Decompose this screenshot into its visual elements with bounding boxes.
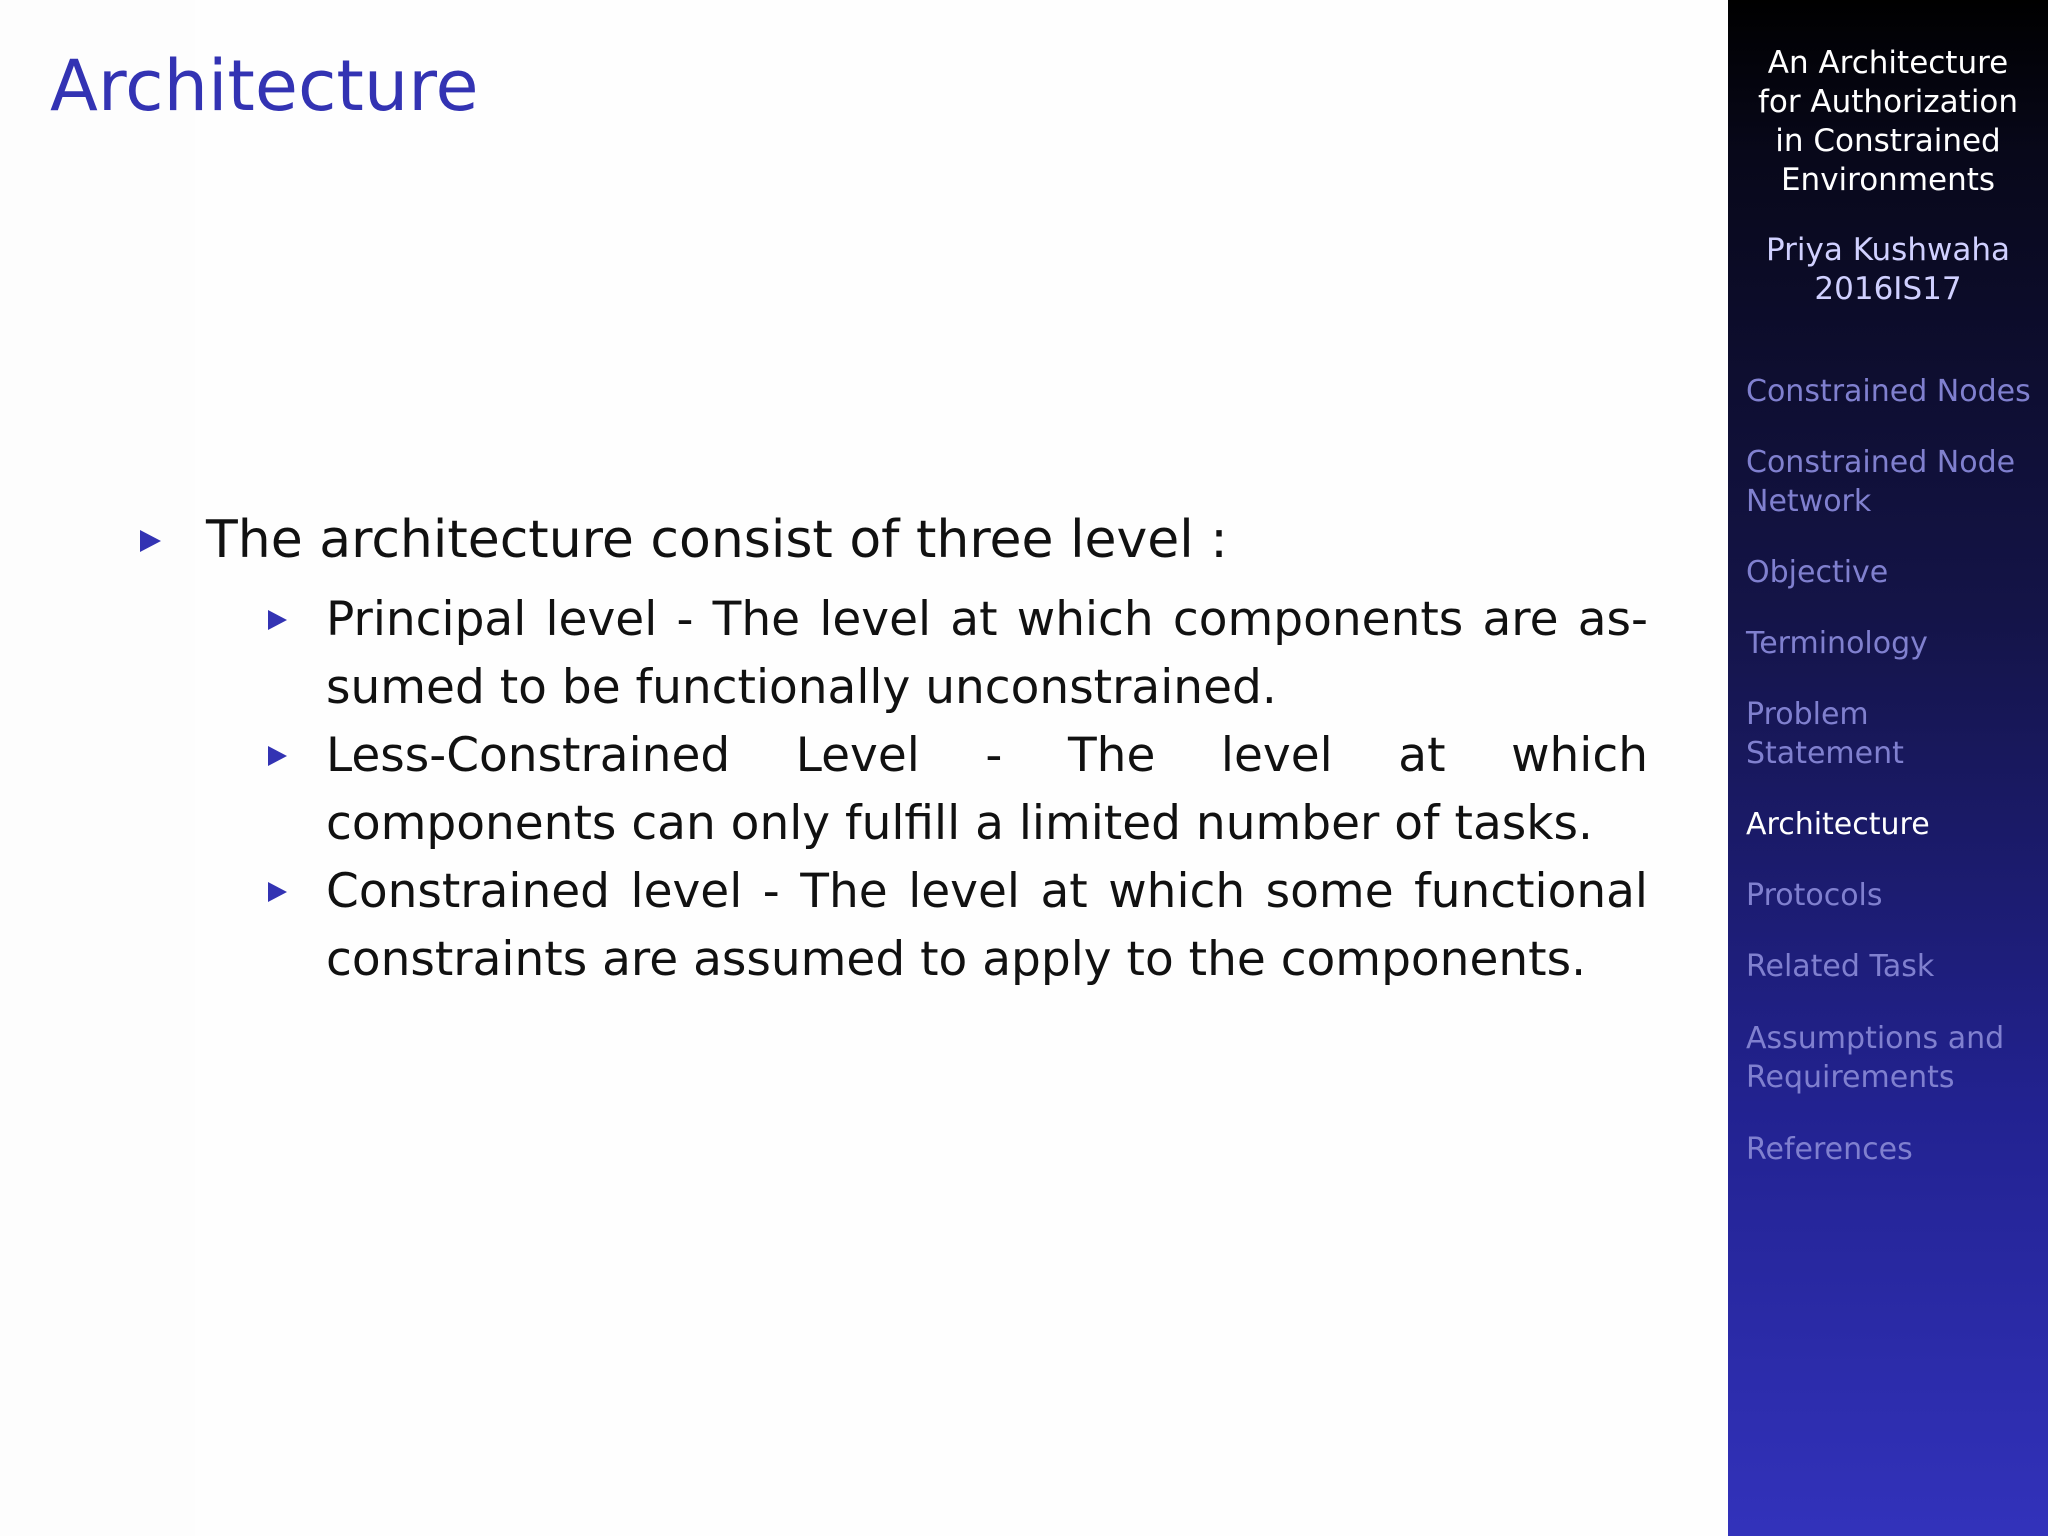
sidebar-item-protocols[interactable] [1746,876,2046,915]
sidebar-item-related-task[interactable] [1746,947,2046,986]
sub-bullet-text: Principal level - The level at which components are assumed to be functionally unconstrained. [326,592,1648,715]
sidebar-item-label: Requirements [1746,1060,1955,1095]
bullet-item-text: The architecture consist of three level : [206,510,1228,570]
sidebar-title-line: in Constrained [1775,123,2001,159]
triangle-bullet-icon [140,530,161,552]
triangle-bullet-icon [268,610,287,630]
sidebar-item-label: Assumptions and [1746,1021,2005,1056]
sidebar-title-line: for Authorization [1757,84,2019,120]
sidebar-item-architecture[interactable] [1746,805,2046,844]
sidebar-author-name: Priya Kushwaha [1766,232,2010,268]
sidebar-item-label: Architecture [1746,807,1930,842]
sidebar-presentation-title [1738,44,2038,200]
sidebar-item-label: Objective [1746,555,1889,590]
sidebar-item-label: References [1746,1132,1913,1167]
sidebar-item-label: Problem [1746,697,1869,732]
sidebar-title-line: An Architecture [1767,45,2009,81]
sidebar-title-line: Environments [1780,162,1996,198]
sub-bullet-item-constrained [262,858,1648,994]
sidebar-item-references[interactable] [1746,1130,2046,1169]
sidebar-item-constrained-nodes[interactable] [1746,372,2046,411]
slide-content [138,506,1648,994]
sidebar-item-label: Protocols [1746,878,1883,913]
sidebar-item-assumptions-and-requirements[interactable] [1746,1019,2046,1097]
sidebar-item-problem-statement[interactable] [1746,695,2046,773]
sub-bullet-text: Less-Constrained Level - The level at which components can only fulfill a limited number of tasks. [326,728,1648,851]
sidebar-author [1738,231,2038,309]
sidebar-item-label: Constrained Nodes [1746,374,2031,409]
sidebar [1728,0,2048,1536]
frame-title: Architecture [50,45,479,127]
sidebar-item-label: Network [1746,484,1872,519]
bullet-item [138,506,1648,574]
sub-bullet-list [138,586,1648,994]
triangle-bullet-icon [268,882,287,902]
sidebar-item-objective[interactable] [1746,553,2046,592]
sub-bullet-item-principal [262,586,1648,722]
sidebar-author-id: 2016IS17 [1814,271,1962,307]
sidebar-item-constrained-node-network[interactable] [1746,443,2046,521]
sidebar-item-label: Constrained Node [1746,445,2016,480]
sidebar-item-label: Terminology [1746,626,1928,661]
sidebar-item-terminology[interactable] [1746,624,2046,663]
triangle-bullet-icon [268,746,287,766]
sub-bullet-item-less-constrained [262,722,1648,858]
sidebar-item-label: Related Task [1746,949,1935,984]
sidebar-item-label: Statement [1746,736,1904,771]
sub-bullet-text: Constrained level - The level at which some functional constraints are assumed to apply to the components. [326,864,1648,987]
